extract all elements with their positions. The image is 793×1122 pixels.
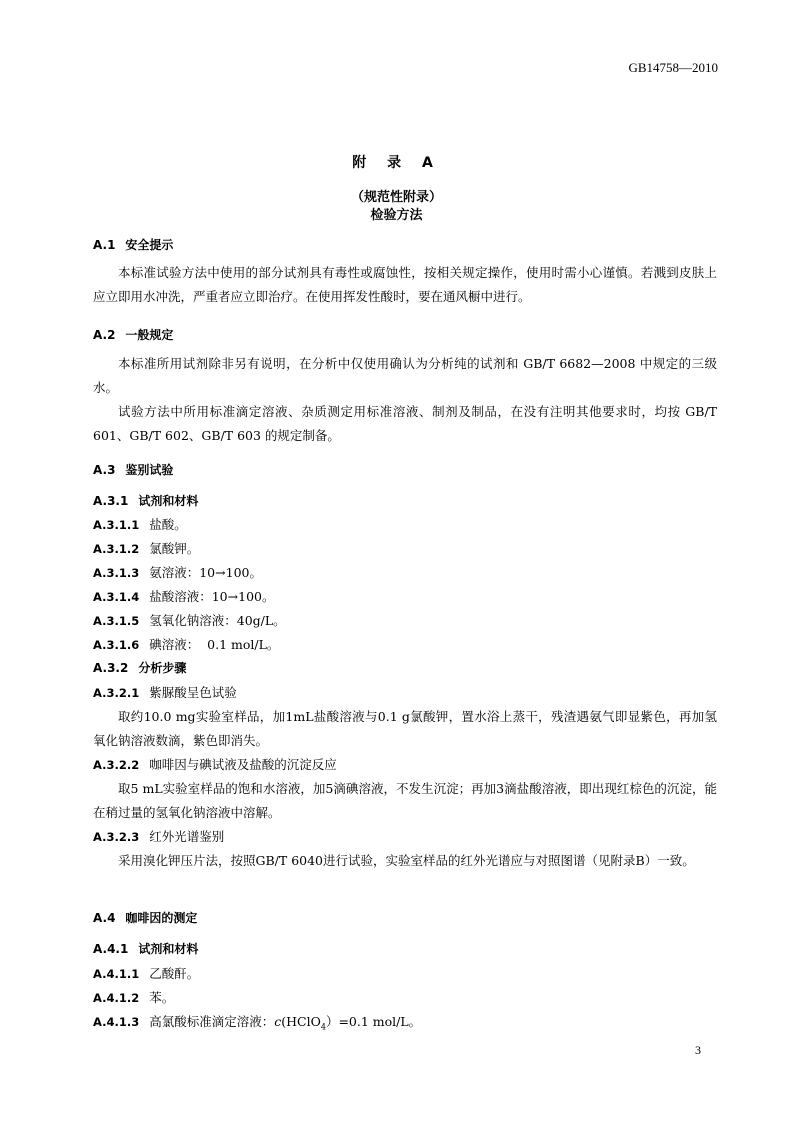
list-item: A.3.1.1 盐酸。 bbox=[93, 517, 187, 532]
subsubsection-heading-a3-2-3: A.3.2.3 红外光谱鉴别 bbox=[93, 829, 225, 844]
list-item: A.4.1.1 乙酸酐。 bbox=[93, 966, 200, 981]
section-title: 鉴别试验 bbox=[125, 463, 174, 477]
section-number: A.3.2 bbox=[93, 661, 129, 675]
section-heading-a1 bbox=[93, 236, 173, 253]
list-item: A.3.1.3 氨溶液：10→100。 bbox=[93, 565, 262, 580]
section-title: 咖啡因的测定 bbox=[125, 911, 198, 925]
standard-code: GB14758—2010 bbox=[628, 60, 718, 75]
section-number: A.4 bbox=[93, 911, 116, 925]
section-title: 试剂和材料 bbox=[138, 942, 199, 956]
paragraph-murexide-test: 取约10.0 mg实验室样品，加1mL盐酸溶液与0.1 g氯酸钾，置水浴上蒸干，残渣遇氨气即显紫色，再加氢氧化钠溶液数滴，紫色即消失。 bbox=[93, 709, 717, 748]
section-title: 试剂和材料 bbox=[138, 494, 199, 508]
subsubsection-heading-a3-2-2: A.3.2.2 咖啡因与碘试液及盐酸的沉淀反应 bbox=[93, 757, 337, 772]
paragraph-general-2: 试验方法中所用标准滴定溶液、杂质测定用标准溶液、制剂及制品，在没有注明其他要求时，均按 GB/T 601、GB/T 602、GB/T 603 的规定制备。 bbox=[93, 404, 717, 443]
section-number: A.1 bbox=[93, 238, 116, 252]
page-number: 3 bbox=[695, 1043, 701, 1057]
section-number: A.3.1 bbox=[93, 494, 129, 508]
paragraph-precipitation-test: 取5 mL实验室样品的饱和水溶液，加5滴碘溶液，不发生沉淀；再加3滴盐酸溶液，即出现红棕色的沉淀，能在稍过量的氢氧化钠溶液中溶解。 bbox=[93, 781, 717, 820]
list-item: A.4.1.2 苯。 bbox=[93, 990, 175, 1005]
annex-title: 附 录 A bbox=[352, 155, 441, 171]
section-number: A.2 bbox=[93, 328, 116, 342]
list-item: A.3.1.4 盐酸溶液：10→100。 bbox=[93, 589, 275, 604]
section-number: A.3 bbox=[93, 463, 116, 477]
section-heading-a3 bbox=[93, 461, 173, 478]
section-heading-a2 bbox=[93, 326, 173, 343]
list-item: A.4.1.3 高氯酸标准滴定溶液：c(HClO$_4$）=0.1 mol/L。 bbox=[93, 1014, 422, 1032]
subsection-heading-a3-1 bbox=[93, 492, 198, 509]
list-item: A.3.1.5 氢氧化钠溶液：40g/L。 bbox=[93, 613, 286, 628]
annex-name: 检验方法 bbox=[370, 208, 423, 223]
paragraph-safety: 本标准试验方法中使用的部分试剂具有毒性或腐蚀性，按相关规定操作，使用时需小心谨慎。若溅到皮肤上应立即用水冲洗，严重者应立即治疗。在使用挥发性酸时，要在通风橱中进行。 bbox=[93, 265, 717, 304]
annex-subtitle: （规范性附录） bbox=[350, 190, 442, 205]
list-item: A.3.1.2 氯酸钾。 bbox=[93, 541, 200, 556]
subsection-heading-a3-2 bbox=[93, 659, 186, 676]
section-title: 安全提示 bbox=[125, 238, 174, 252]
paragraph-general-1: 本标准所用试剂除非另有说明，在分析中仅使用确认为分析纯的试剂和 GB/T 6682—2008 中规定的三级水。 bbox=[93, 356, 717, 395]
section-heading-a4 bbox=[93, 909, 197, 926]
subsection-heading-a4-1 bbox=[93, 940, 198, 957]
subsubsection-heading-a3-2-1: A.3.2.1 紫脲酸呈色试验 bbox=[93, 685, 237, 700]
paragraph-ir-identification: 采用溴化钾压片法，按照GB/T 6040进行试验，实验室样品的红外光谱应与对照图谱（见附录B）一致。 bbox=[118, 853, 695, 868]
list-item: A.3.1.6 碘溶液： 0.1 mol/L。 bbox=[93, 637, 280, 652]
section-number: A.4.1 bbox=[93, 942, 129, 956]
section-title: 分析步骤 bbox=[138, 661, 187, 675]
section-title: 一般规定 bbox=[125, 328, 174, 342]
